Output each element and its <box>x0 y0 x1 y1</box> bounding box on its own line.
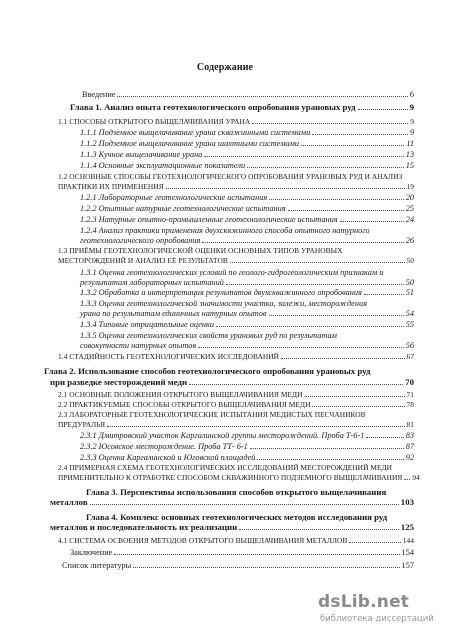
toc-dot-leader <box>166 188 405 189</box>
toc-entry <box>58 473 420 483</box>
toc-dot-leader <box>305 396 405 397</box>
toc-entry-text: Глава 1. Анализ опыта геотехнологического опробования урановых руд <box>70 102 356 112</box>
toc-entry <box>80 150 414 160</box>
toc-entry <box>80 204 414 214</box>
toc-dot-leader <box>281 358 404 359</box>
toc-entry <box>58 410 414 420</box>
toc-page-number: 125 <box>400 522 414 532</box>
toc-entry-text: 1.1.3 Кучное выщелачивание урана <box>80 150 203 159</box>
toc-page-number: 92 <box>405 453 414 462</box>
toc-dot-leader <box>117 96 407 97</box>
toc-page-number: 78 <box>406 400 414 409</box>
toc-entry <box>80 299 414 309</box>
toc-entry-text: Введение <box>82 90 116 99</box>
toc-page-number: 70 <box>405 377 414 387</box>
toc-page-number: 81 <box>406 420 414 429</box>
toc-entry <box>44 366 414 376</box>
toc-entry-text: 2.2 ПРАКТИКУЕМЫЕ СПОСОБЫ ОТКРЫТОГО ВЫЩЕЛАЧИВАНИЯ МЕДИ <box>58 400 311 409</box>
toc-entry <box>80 288 414 298</box>
toc-dot-leader <box>301 145 404 146</box>
toc-entry <box>80 226 414 236</box>
toc-entry-text: 1.1.1 Подземное выщелачивание урана скважинными системами <box>80 128 311 137</box>
toc-entry <box>58 172 414 182</box>
toc-dot-leader <box>312 134 408 135</box>
toc-entry-text: 1.1 СПОСОБЫ ОТКРЫТОГО ВЫЩЕЛАЧИВАНИЯ УРАНА <box>58 117 251 126</box>
toc-page-number: 67 <box>406 352 414 361</box>
watermark-logo: dsLib.net <box>318 592 410 612</box>
toc-entry <box>50 377 414 387</box>
toc-entry-text: 1.3.5 Оценка геотехнологических свойств урановых руд по результатам <box>80 331 337 340</box>
toc-entry <box>58 420 414 430</box>
toc-entry-text: 1.2.2 Опытные натурные геотехнологические испытания <box>80 204 286 213</box>
toc-entry <box>58 256 414 266</box>
toc-entry <box>58 390 414 400</box>
toc-entry <box>80 442 414 452</box>
toc-entry <box>80 320 414 330</box>
toc-dot-leader <box>107 426 404 427</box>
toc-dot-leader <box>216 326 404 327</box>
toc-entry-text: ПРИМЕНИТЕЛЬНО К ОТРАБОТКЕ СПОСОБОМ СКВАЖИННОГО ПОДЗЕМНОГО ВЫЩЕЛАЧИВАНИЯ <box>58 473 403 482</box>
toc-page-number: 87 <box>405 442 414 451</box>
toc-entry-text: Глава 2. Использование способов геотехнологического опробования урановых руд <box>44 366 371 376</box>
toc-entry <box>58 352 414 362</box>
toc-page-number: 50 <box>406 256 414 265</box>
toc-entry <box>80 161 414 171</box>
toc-page-number: 9 <box>409 102 414 112</box>
toc-entry-text: 1.3.2 Обработка и интерпретация результатов двухскважинного опробования <box>80 288 362 297</box>
toc-dot-leader <box>230 262 405 263</box>
watermark-caption: библиотека диссертаций <box>320 614 434 624</box>
toc-page-number: 50 <box>405 278 414 287</box>
toc-entry-text: 2.3 ЛАБОРАТОРНЫЕ ГЕОТЕХНОЛОГИЧЕСКИЕ ИСПЫТАНИЯ МЕДИСТЫХ ПЕСЧАНИКОВ <box>58 410 366 419</box>
toc-entry-text: 1.2.4 Анализ практики применения двухсквжинного способа опытного натурного <box>80 226 370 235</box>
toc-entry-text: ПРАКТИКИ ИХ ПРИМЕНЕНИЯ <box>58 182 164 191</box>
toc-entry <box>50 497 414 507</box>
toc-entry-text: ПРЕДУРАЛЬЯ <box>58 420 106 429</box>
toc-entry-text: результатам лабораторных испытаний <box>80 278 224 287</box>
toc-page-number: 56 <box>405 341 414 350</box>
toc-entry <box>58 536 414 546</box>
toc-dot-leader <box>226 284 404 285</box>
toc-entry <box>58 400 414 410</box>
toc-entry <box>82 90 414 100</box>
toc-entry-text: 1.2.3 Натурные опытно-промышленные геотехнологические испытания <box>80 215 338 224</box>
toc-page-number: 144 <box>402 536 414 545</box>
toc-dot-leader <box>364 294 404 295</box>
toc-page-number: 11 <box>406 139 414 148</box>
page-title: Содержание <box>196 62 254 73</box>
toc-entry-text: 1.2.1 Лабораторные геотехнологические испытания <box>80 193 268 202</box>
toc-dot-leader <box>288 210 404 211</box>
toc-entry <box>80 268 414 278</box>
toc-entry-text: 1.3.1 Оценка геотехнологических условий по геолого-гидрогеологическим признакам и <box>80 268 384 277</box>
toc-entry <box>80 215 414 225</box>
toc-entry-text: металлов <box>50 497 88 507</box>
toc-entry-text: 1.3.4 Типовые отрицательные оценки <box>80 320 215 329</box>
toc-entry <box>80 309 414 319</box>
toc-dot-leader <box>90 504 399 505</box>
toc-entry <box>58 246 414 256</box>
toc-dot-leader <box>189 384 403 385</box>
toc-entry-text: геотехнологического опробования <box>80 236 201 245</box>
toc-dot-leader <box>269 315 404 316</box>
toc-dot-leader <box>269 199 404 200</box>
toc-entry-text: 1.3 ПРИЁМЫ ГЕОТЕХНОЛОГИЧЕСКОЙ ОЦЕНКИ ОСНОВНЫХ ТИПОВ УРАНОВЫХ <box>58 246 343 255</box>
watermark <box>318 592 448 632</box>
toc-dot-leader <box>114 554 399 555</box>
toc-dot-leader <box>404 479 410 480</box>
toc-entry-text: металлов и последовательность их реализации <box>50 522 238 532</box>
toc-entry-text: урана по результатам единичных натурных опытов <box>80 309 267 318</box>
toc-dot-leader <box>366 437 403 438</box>
toc-entry <box>80 453 414 463</box>
toc-entry-text: 2.3.2 Юсовское месторождение. Проба ТТ- 6-1 <box>80 442 248 451</box>
toc-entry-text: 1.4 СТАДИЙНОСТЬ ГЕОТЕХНОЛОГИЧЕСКИХ ИССЛЕДОВАНИЙ <box>58 352 280 361</box>
toc-page-number: 25 <box>405 204 414 213</box>
toc-page-number: 13 <box>405 150 414 159</box>
toc-entry <box>80 341 414 351</box>
toc-dot-leader <box>312 406 404 407</box>
toc-page-number: 20 <box>405 193 414 202</box>
toc-dot-leader <box>252 123 408 124</box>
toc-dot-leader <box>250 448 404 449</box>
toc-page-number: 154 <box>401 548 414 557</box>
toc-entry <box>80 278 414 288</box>
toc-entry <box>58 463 414 473</box>
toc-entry <box>80 193 414 203</box>
toc-entry-text: Глава 4. Комплекс основных геотехнологических методов исследования руд <box>86 512 388 522</box>
toc-entry <box>86 512 414 522</box>
toc-page-number: 94 <box>412 473 420 482</box>
toc-entry-text: 2.4 ПРИМЕРНАЯ СХЕМА ГЕОТЕХНОЛОГИЧЕСКИХ ИССЛЕДОВАНИЙ МЕСТОРОЖДЕНИЙ МЕДИ <box>58 463 393 472</box>
toc-entry-text: 2.1 ОСНОВНЫЕ ПОЛОЖЕНИЯ ОТКРЫТОГО ВЫЩЕЛАЧИВАНИЯ МЕДИ <box>58 390 303 399</box>
toc-entry-text: 2.3.3 Оценка Каргалинской и Юговской площадей <box>80 453 256 462</box>
toc-page-number: 6 <box>409 90 414 99</box>
toc-entry <box>58 182 414 192</box>
toc-dot-leader <box>198 347 404 348</box>
toc-dot-leader <box>133 567 399 568</box>
toc-entry-text: 1.1.2 Подземное выщелачивание урана шахтными системами <box>80 139 300 148</box>
toc-page-number: 15 <box>405 161 414 170</box>
toc-entry-text: при разведке месторождений меди <box>50 377 188 387</box>
toc-dot-leader <box>239 529 399 530</box>
toc-page-number: 83 <box>405 431 414 440</box>
toc-entry-text: 1.3.3 Оценка геотехнологической значимости участка, залежи, месторождения <box>80 299 367 308</box>
toc-entry <box>80 431 414 441</box>
toc-dot-leader <box>202 242 403 243</box>
toc-entry <box>50 522 414 532</box>
toc-page-number: 55 <box>405 320 414 329</box>
toc-entry <box>58 117 414 127</box>
toc-entry-text: совокупности натурных опытов <box>80 341 197 350</box>
toc-page-number: 157 <box>401 561 414 570</box>
toc-dot-leader <box>358 109 408 110</box>
toc-entry <box>80 236 414 246</box>
toc-page-number: 26 <box>405 236 414 245</box>
toc-entry <box>80 128 414 138</box>
toc-page-number: 103 <box>400 497 414 507</box>
toc-entry <box>86 487 414 497</box>
toc-page-number: 9 <box>409 128 414 137</box>
toc-entry <box>70 548 414 558</box>
toc-page-number: 24 <box>405 215 414 224</box>
toc-page-number: 71 <box>406 390 414 399</box>
toc-entry <box>62 561 414 571</box>
toc-entry-text: 1.2 ОСНОВНЫЕ СПОСОБЫ ГЕОТЕХНОЛОГИЧЕСКОГО ОПРОБОВАНИЯ УРАНОВЫХ РУД И АНАЛИЗ <box>58 172 403 181</box>
toc-entry-text: МЕСТОРОЖДЕНИЙ И АНАЛИЗ ЕЁ РЕЗУЛЬТАТОВ <box>58 256 228 265</box>
toc-page-number: 9 <box>410 117 414 126</box>
toc-page-number: 19 <box>406 182 414 191</box>
toc-dot-leader <box>257 459 403 460</box>
toc-dot-leader <box>204 156 403 157</box>
toc-entry <box>80 331 414 341</box>
toc-entry-text: 1.1.4 Основные эксплуатационные показатели <box>80 161 246 170</box>
toc-entry-text: Список литературы <box>62 561 132 570</box>
toc-dot-leader <box>340 221 404 222</box>
toc-entry-text: 4.1 СИСТЕМА ОСВОЕНИЯ МЕТОДОВ ОТКРЫТОГО ВЫЩЕЛАЧИВАНИЯ МЕТАЛЛОВ <box>58 536 348 545</box>
toc-entry <box>80 139 414 149</box>
toc-entry-text: 2.3.1 Дмитровский участок Каргалинской группы месторождений. Проба Т-6-1 <box>80 431 365 440</box>
toc-entry-text: Глава 3. Перспективы использования способов открытого выщелачивания <box>86 487 387 497</box>
toc-page-number: 54 <box>405 309 414 318</box>
toc-page-number: 51 <box>405 288 414 297</box>
toc-dot-leader <box>247 167 404 168</box>
toc-entry-text: Заключение <box>70 548 113 557</box>
toc-entry <box>70 102 414 112</box>
toc-dot-leader <box>349 542 400 543</box>
